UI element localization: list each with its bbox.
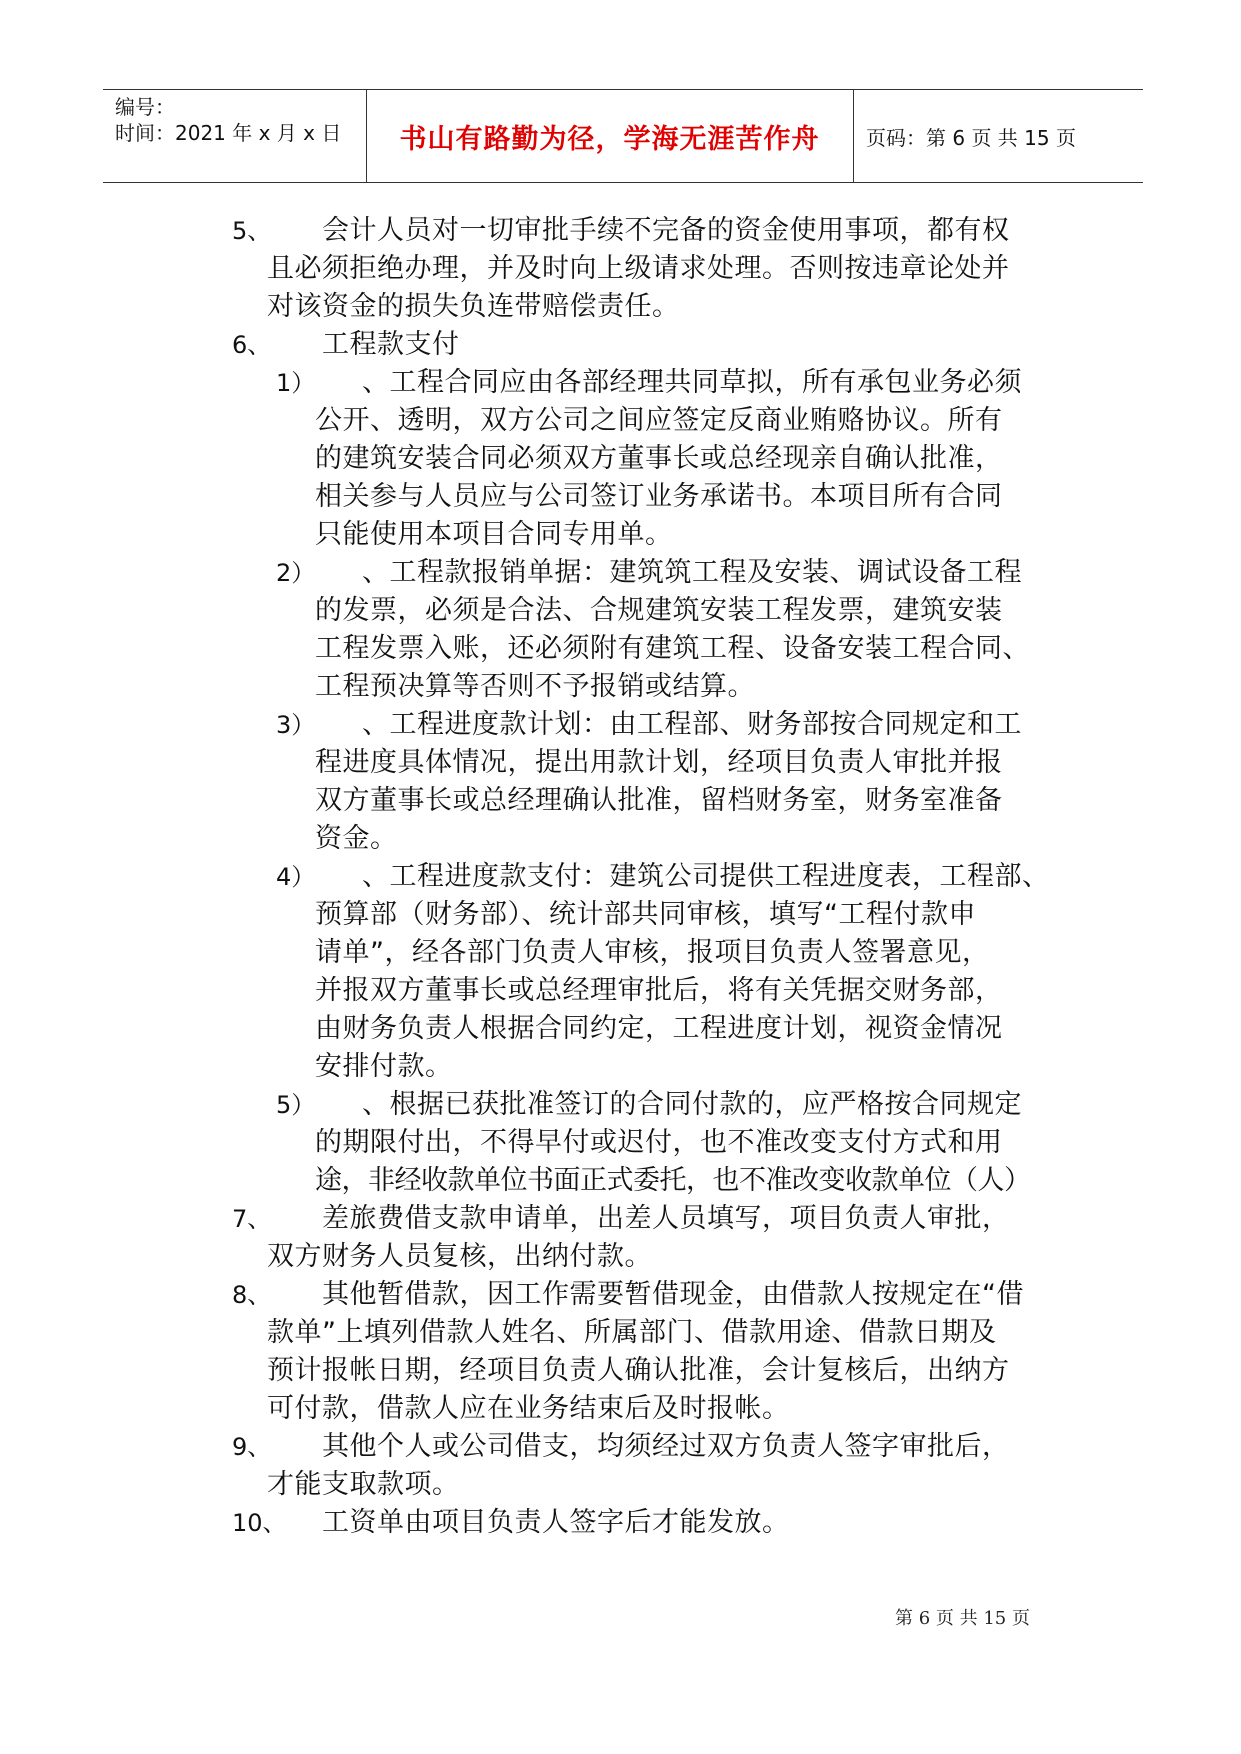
item-line: 相关参与人员应与公司签订业务承诺书。本项目所有合同 [315, 481, 1003, 512]
item-line: 工程发票入账，还必须附有建筑工程、设备安装工程合同、 [315, 633, 1030, 664]
sub-item-number: 5） [276, 1091, 316, 1119]
item-line: 、工程款报销单据：建筑筑工程及安装、调试设备工程 [362, 557, 1022, 588]
item-line: 对该资金的损失负连带赔偿责任。 [267, 291, 680, 322]
item-line: 公开、透明，双方公司之间应签定反商业贿赂协议。所有 [315, 405, 1003, 436]
item-number: 10、 [232, 1509, 287, 1537]
document-number-label: 编号： [115, 95, 175, 119]
item-line: 工程预决算等否则不予报销或结算。 [315, 671, 755, 702]
sub-item-number: 3） [276, 711, 316, 739]
item-line: 款单”上填列借款人姓名、所属部门、借款用途、借款日期及 [267, 1317, 997, 1348]
item-line: 且必须拒绝办理，并及时向上级请求处理。否则按违章论处并 [267, 253, 1010, 284]
item-line: 并报双方董事长或总经理审批后，将有关凭据交财务部， [315, 975, 1003, 1006]
item-line: 双方董事长或总经理确认批准，留档财务室，财务室准备 [315, 785, 1003, 816]
item-line: 预算部（财务部）、统计部共同审核，填写“工程付款申 [315, 899, 976, 930]
sub-item-number: 2） [276, 559, 316, 587]
item-number: 8、 [232, 1281, 272, 1309]
item-line: 的建筑安装合同必须双方董事长或总经现亲自确认批准， [315, 443, 1003, 474]
item-line: 工资单由项目负责人签字后才能发放。 [322, 1507, 790, 1538]
item-number: 9、 [232, 1433, 272, 1461]
item-line: 请单”，经各部门负责人审核，报项目负责人签署意见， [315, 937, 990, 968]
item-line: 只能使用本项目合同专用单。 [315, 519, 673, 550]
header-meta-cell [103, 90, 367, 182]
header-slogan: 书山有路勤为径，学海无涯苦作舟 [399, 123, 820, 155]
item-line: 会计人员对一切审批手续不完备的资金使用事项，都有权 [322, 215, 1010, 246]
item-number: 5、 [232, 217, 272, 245]
document-time-label: 时间：2021 年 x 月 x 日 [115, 121, 342, 145]
item-line: 预计报帐日期，经项目负责人确认批准，会计复核后，出纳方 [267, 1355, 1010, 1386]
header-slogan-cell [366, 90, 854, 182]
sub-item-number: 1） [276, 369, 316, 397]
item-line: 程进度具体情况，提出用款计划，经项目负责人审批并报 [315, 747, 1003, 778]
item-line: 才能支取款项。 [267, 1469, 460, 1500]
item-number: 6、 [232, 331, 272, 359]
item-line: 、工程合同应由各部经理共同草拟，所有承包业务必须 [362, 367, 1022, 398]
item-line: 双方财务人员复核，出纳付款。 [267, 1241, 652, 1272]
item-line: 可付款，借款人应在业务结束后及时报帐。 [267, 1393, 790, 1424]
item-line: 的发票，必须是合法、合规建筑安装工程发票，建筑安装 [315, 595, 1003, 626]
document-header [103, 89, 1143, 183]
header-page-info: 页码：第 6 页 共 15 页 [866, 125, 1076, 150]
item-line: 工程款支付 [322, 329, 460, 360]
item-line: 安排付款。 [315, 1051, 453, 1082]
item-number: 7、 [232, 1205, 272, 1233]
item-line: 资金。 [315, 823, 398, 854]
item-line: 其他暂借款，因工作需要暂借现金，由借款人按规定在“借 [322, 1279, 1024, 1310]
item-line: 途，非经收款单位书面正式委托，也不准改变收款单位（人） [315, 1165, 1031, 1196]
item-line: 、根据已获批准签订的合同付款的，应严格按合同规定 [362, 1089, 1022, 1120]
header-page-cell [854, 90, 1143, 182]
item-line: 、工程进度款计划：由工程部、财务部按合同规定和工 [362, 709, 1022, 740]
item-line: 其他个人或公司借支，均须经过双方负责人签字审批后， [322, 1431, 1010, 1462]
item-line: 的期限付出，不得早付或迟付，也不准改变支付方式和用 [315, 1127, 1003, 1158]
item-line: 由财务负责人根据合同约定，工程进度计划，视资金情况 [315, 1013, 1003, 1044]
sub-item-number: 4） [276, 863, 316, 891]
item-line: 差旅费借支款申请单，出差人员填写，项目负责人审批， [322, 1203, 1010, 1234]
item-line: 、工程进度款支付：建筑公司提供工程进度表，工程部、 [362, 861, 1050, 892]
page-footer: 第 6 页 共 15 页 [895, 1608, 1030, 1629]
